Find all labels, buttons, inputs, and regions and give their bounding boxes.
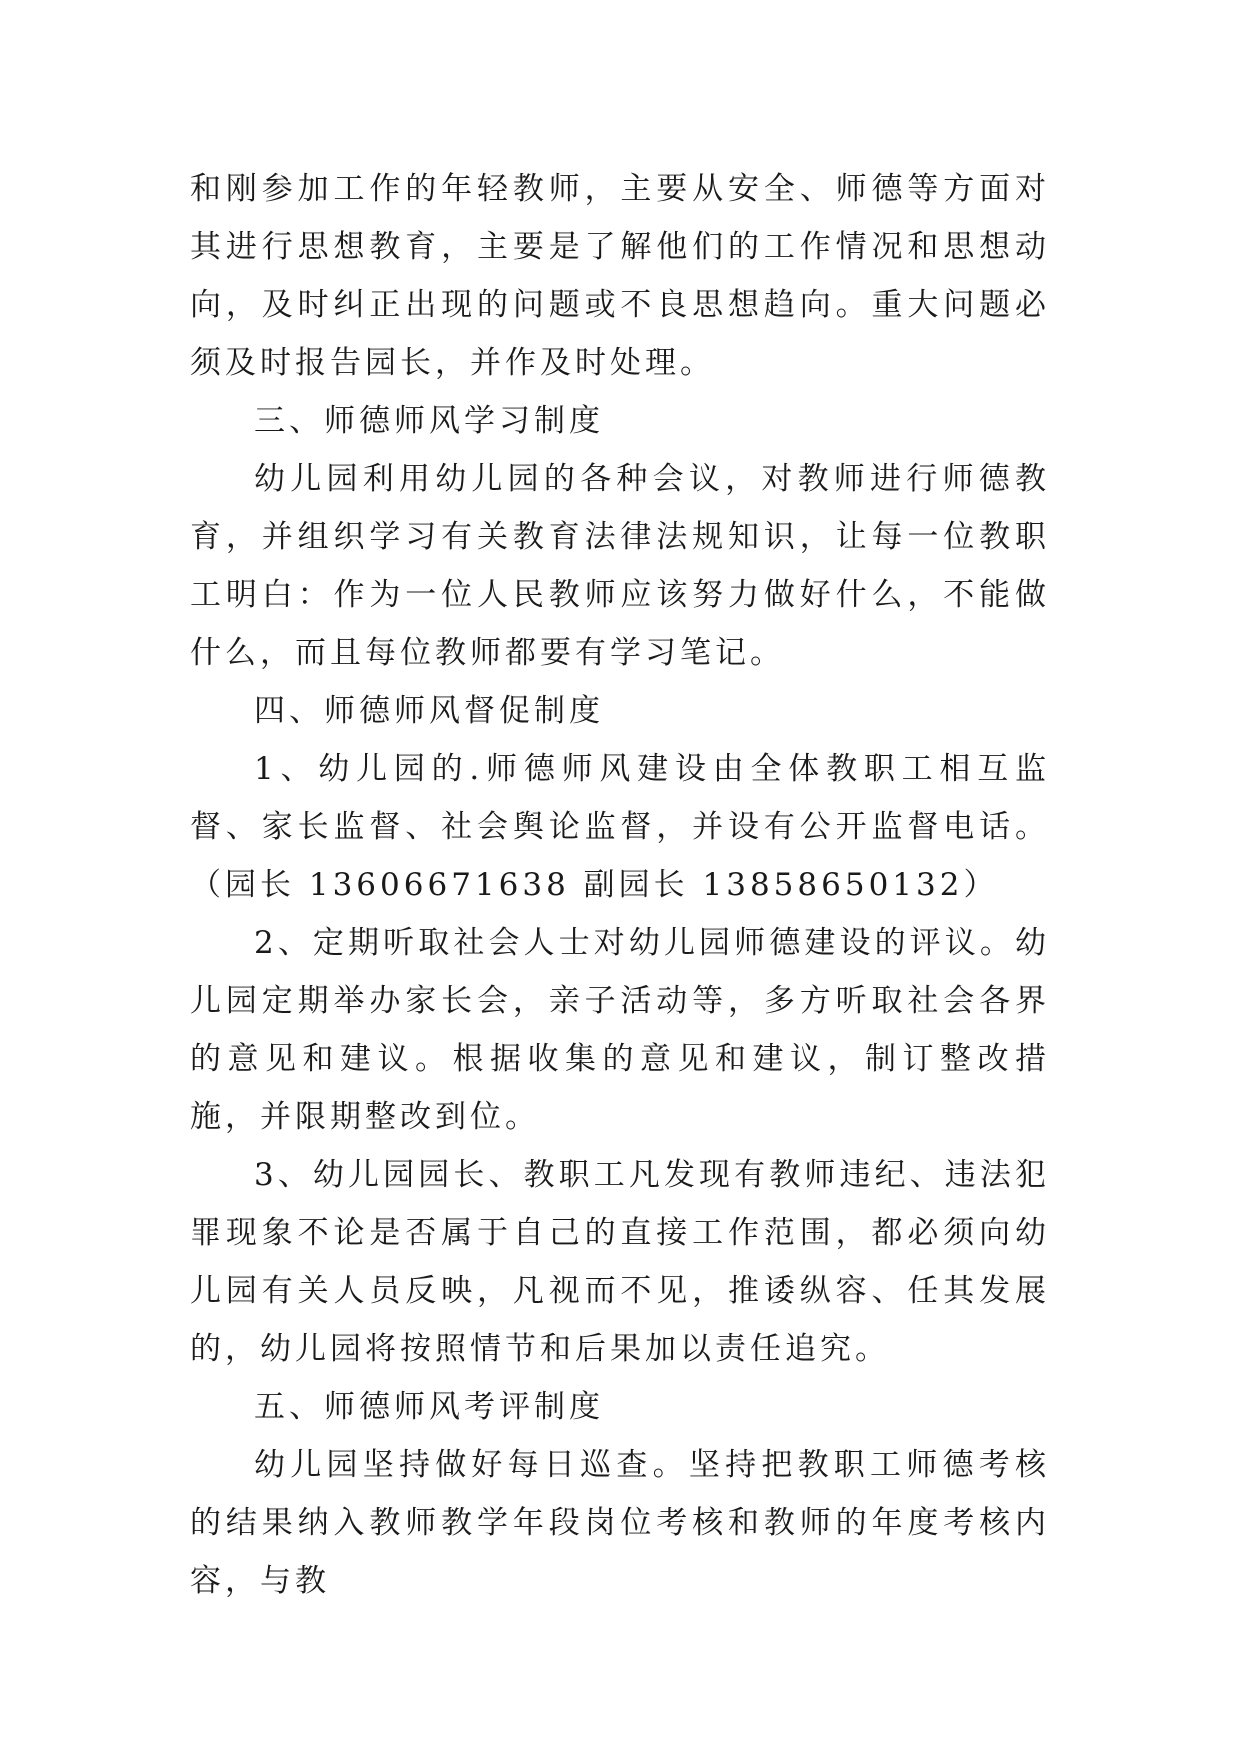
- section-heading-study: 三、师德师风学习制度: [254, 403, 604, 439]
- document-body: [190, 160, 1050, 1610]
- paragraph-study-system: 幼儿园利用幼儿园的各种会议，对教师进行师德教育，并组织学习有关教育法律法规知识，让每一位教职工明白：作为一位人民教师应该努力做好什么，不能做什么，而且每位教师都要有学习笔记。: [190, 461, 1050, 671]
- paragraph-supervision-2: 2、定期听取社会人士对幼儿园师德建设的评议。幼儿园定期举办家长会，亲子活动等，多方听取社会各界的意见和建议。根据收集的意见和建议，制订整改措施，并限期整改到位。: [190, 925, 1050, 1135]
- paragraph-supervision-3: 3、幼儿园园长、教职工凡发现有教师违纪、违法犯罪现象不论是否属于自己的直接工作范围，都必须向幼儿园有关人员反映，凡视而不见，推诿纵容、任其发展的，幼儿园将按照情节和后果加以责任追究。: [190, 1157, 1050, 1367]
- paragraph-continuation: 和刚参加工作的年轻教师，主要从安全、师德等方面对其进行思想教育，主要是了解他们的工作情况和思想动向，及时纠正出现的问题或不良思想趋向。重大问题必须及时报告园长，并作及时处理。: [190, 171, 1050, 381]
- section-heading-supervision: 四、师德师风督促制度: [254, 693, 604, 729]
- section-heading-evaluation: 五、师德师风考评制度: [254, 1389, 604, 1425]
- paragraph-supervision-1: 1、幼儿园的.师德师风建设由全体教职工相互监督、家长监督、社会舆论监督，并设有公开监督电话。（园长 13606671638 副园长 13858650132）: [190, 751, 1050, 903]
- paragraph-evaluation: 幼儿园坚持做好每日巡查。坚持把教职工师德考核的结果纳入教师教学年段岗位考核和教师的年度考核内容，与教: [190, 1447, 1050, 1599]
